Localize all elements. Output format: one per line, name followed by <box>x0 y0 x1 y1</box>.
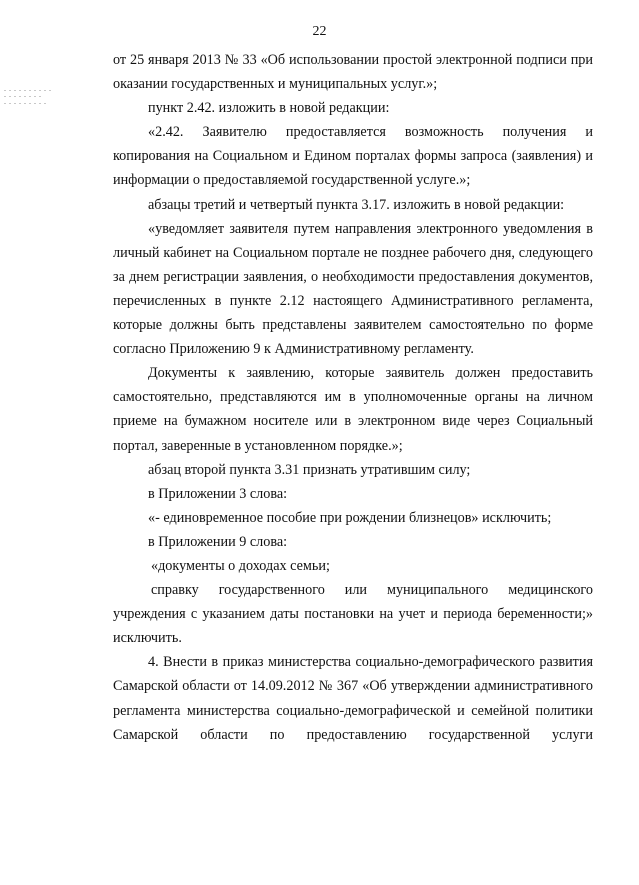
document-body <box>113 48 593 747</box>
paragraph: от 25 января 2013 № 33 «Об использовании простой электронной подписи при оказании государственных и муниципальных услуг.»; <box>113 52 593 93</box>
page-number: 22 <box>312 24 327 39</box>
paragraph: «- единовременное пособие при рождении близнецов» исключить; <box>148 509 552 526</box>
paragraph: «2.42. Заявителю предоставляется возможность получения и копирования на Социальном и Едином порталах формы запроса (заявления) и информации о предоставляемой государственной услуге.»; <box>113 124 593 189</box>
paragraph: абзацы третий и четвертый пункта 3.17. изложить в новой редакции: <box>148 196 565 213</box>
scan-artifact <box>4 90 52 91</box>
scan-artifact <box>4 103 48 104</box>
paragraph: Документы к заявлению, которые заявитель должен предоставить самостоятельно, представляются им в уполномоченные органы на личном приеме на бумажном носителе или в электронном виде через Социальный портал, заверенные в установленном порядке.»; <box>113 365 593 454</box>
paragraph: 4. Внести в приказ министерства социально-демографического развития Самарской области от 14.09.2012 № 367 «Об утверждении административного регламента министерства социально-демографической и семейной политики Самарской области по предоставлению государственной услуги <box>113 654 593 743</box>
paragraph: в Приложении 9 слова: <box>148 533 288 550</box>
paragraph: «уведомляет заявителя путем направления электронного уведомления в личный кабинет на Социальном портале не позднее рабочего дня, следующего за днем регистрации заявления, о необходимости предоставления документов, перечисленных в пункте 2.12 настоящего Административного регламента, которые должны быть представлены заявителем самостоятельно по форме согласно Приложению 9 к Административному регламенту. <box>113 220 593 358</box>
paragraph: пункт 2.42. изложить в новой редакции: <box>148 100 390 117</box>
paragraph: справку государственного или муниципального медицинского учреждения с указанием даты постановки на учет и периода беременности;» исключить. <box>113 582 593 647</box>
paragraph: в Приложении 3 слова: <box>148 485 288 502</box>
paragraph: абзац второй пункта 3.31 признать утратившим силу; <box>148 461 471 478</box>
paragraph: «документы о доходах семьи; <box>151 557 330 574</box>
scan-artifact <box>4 96 44 97</box>
